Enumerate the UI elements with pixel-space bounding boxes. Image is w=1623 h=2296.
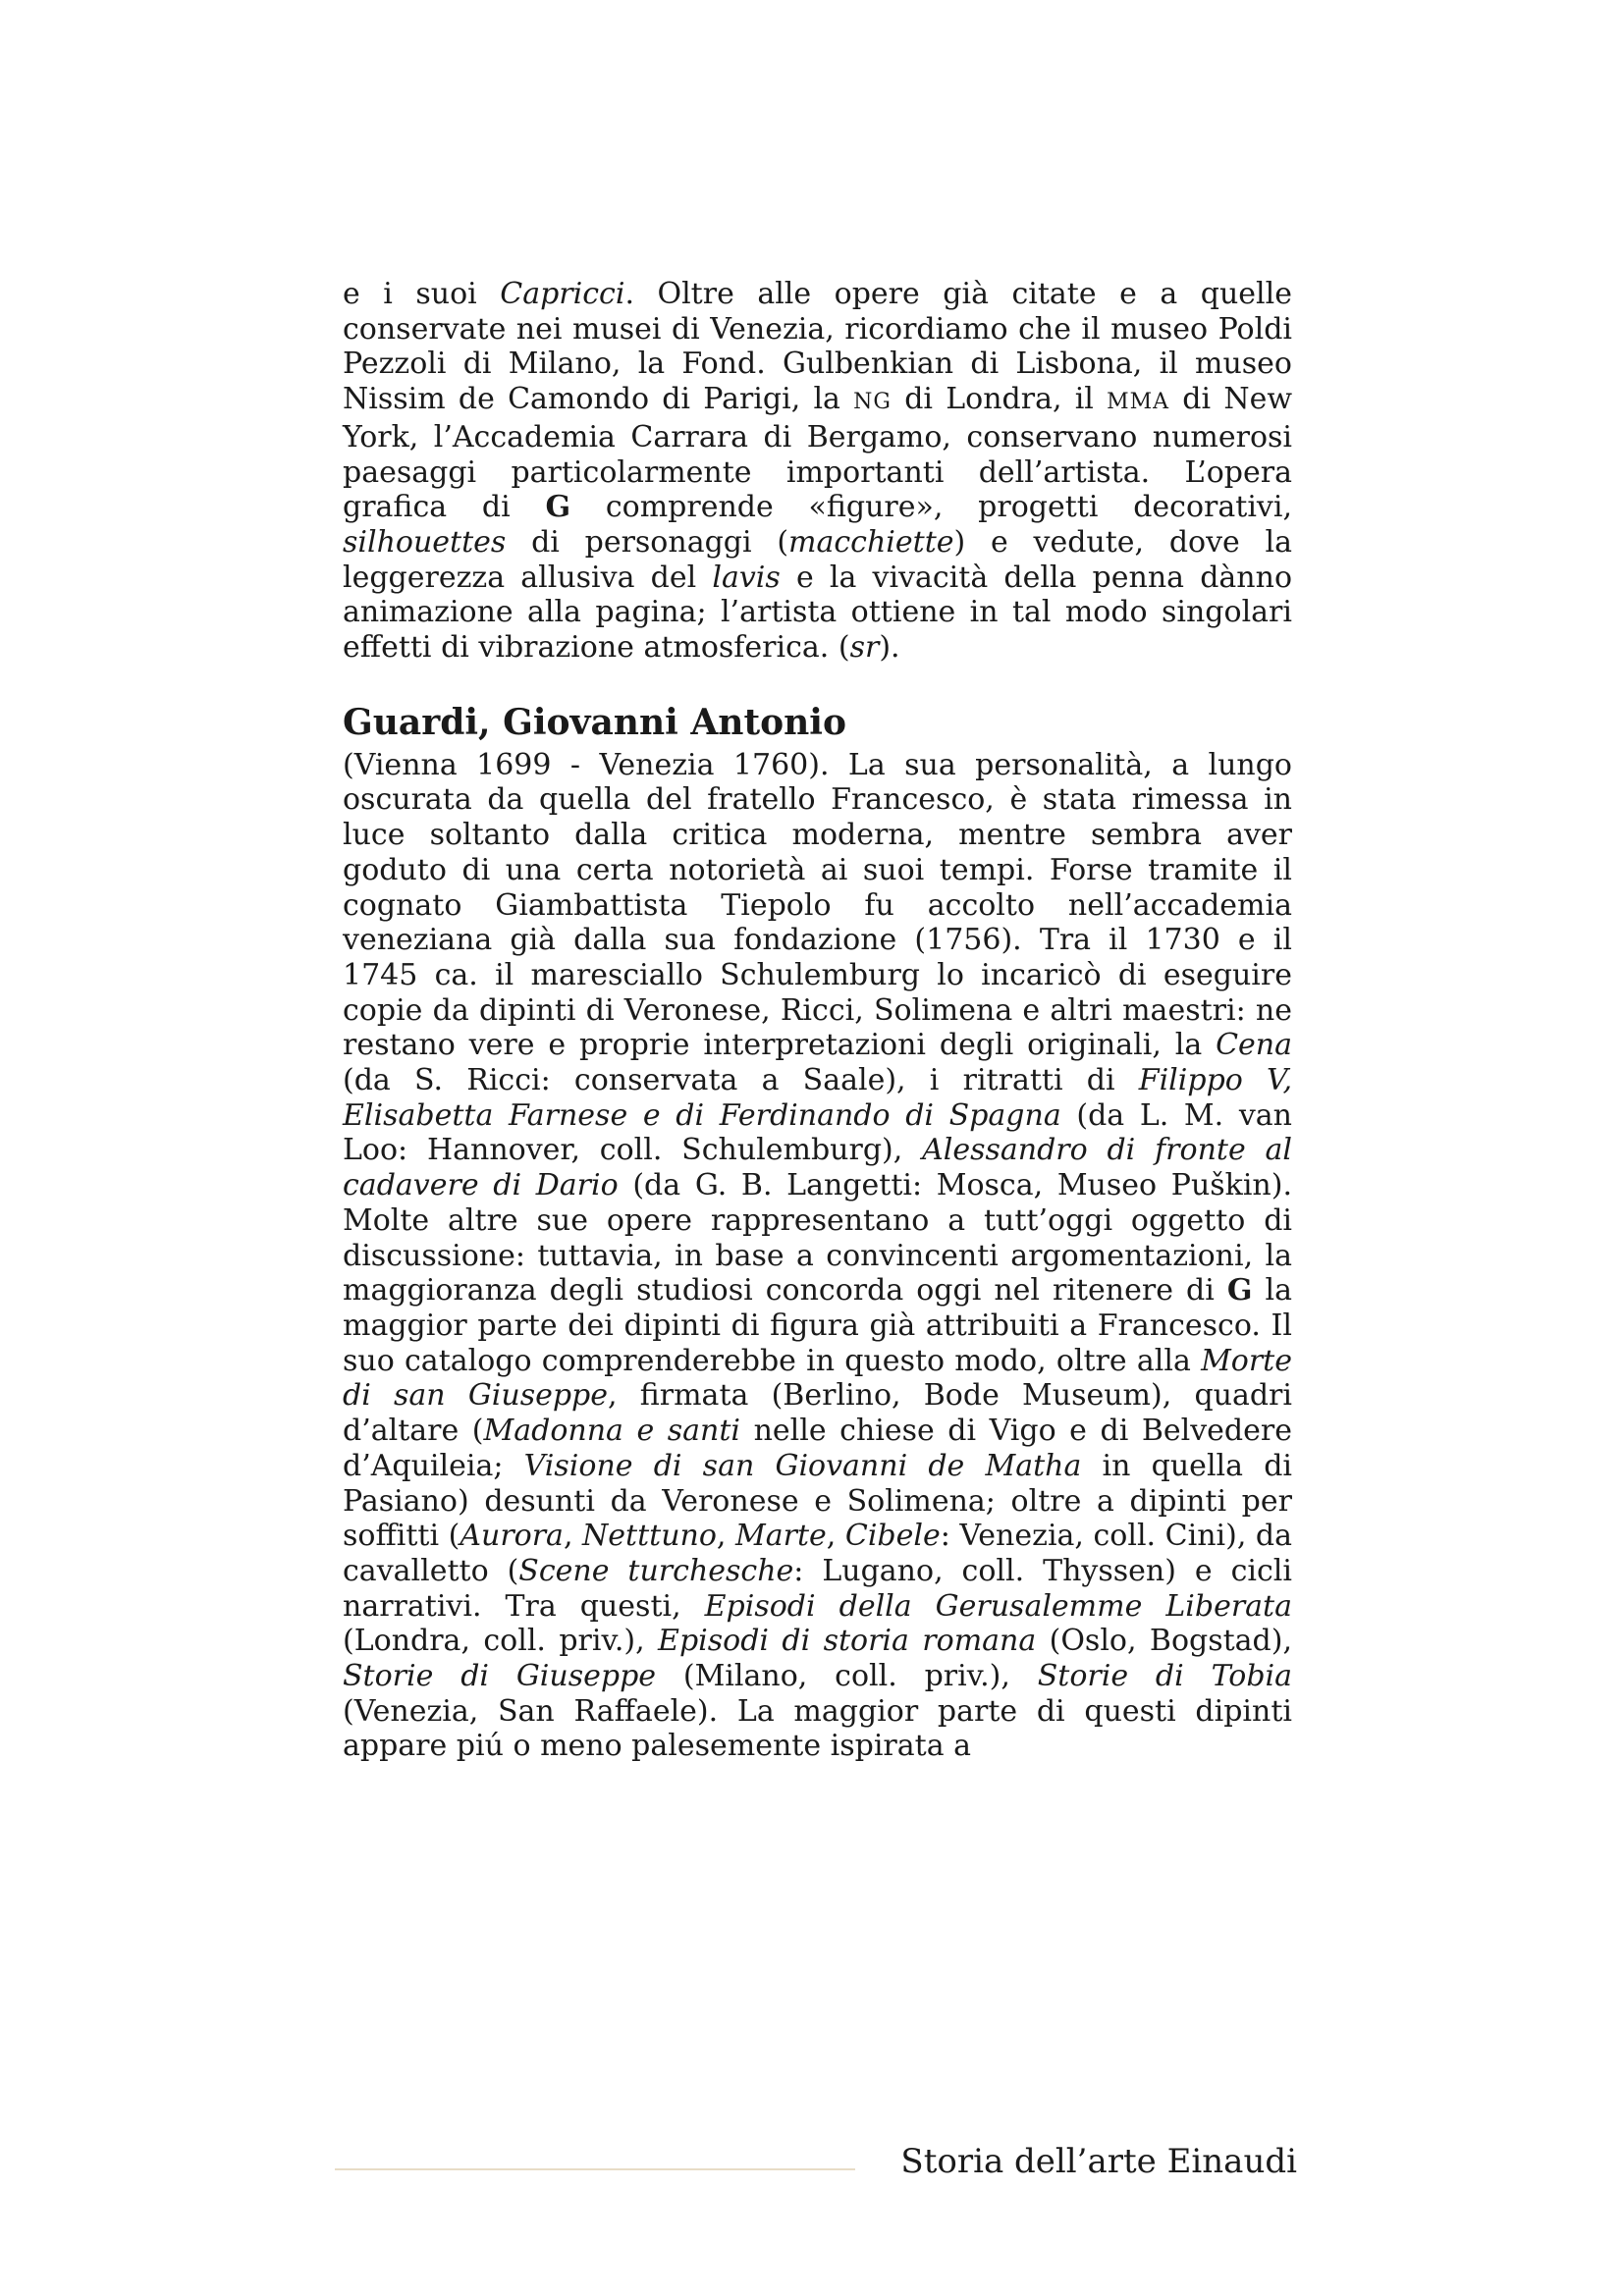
text-run: (Londra, coll. priv.), [343,1624,659,1659]
italic-term: silhouettes [343,524,507,560]
text-run: di Londra, il [891,382,1108,417]
text-run: , [716,1519,736,1554]
text-run: : Venezia, coll. Cini), da cavalletto ( [343,1519,1292,1588]
text-run: ). [879,630,900,666]
text-run: (da S. Ricci: conservata a Saale), i ritratti di [343,1063,1139,1098]
artwork-title: Capricci [500,277,625,311]
abbreviation-ng: NG [853,390,892,415]
text-run: in quella di Pasiano) desunti da Veronese e Solimena; oltre a dipinti per soffitti ( [343,1448,1293,1554]
text-run: e i suoi [343,277,501,311]
text-run: , [563,1519,583,1554]
text-run: (Milano, coll. priv.), [656,1659,1038,1694]
text-run: (Venezia, San Raffaele). La maggior parte di questi dipinti appare piú o meno palesemente ispirata a [343,1693,1292,1764]
artwork-title: Alessandro di fronte al cadavere di Dario [343,1133,1292,1203]
italic-term: macchiette [788,524,954,560]
text-run: , [826,1519,845,1554]
text-run: di personaggi ( [506,524,789,560]
footer-publication-title: Storia dell’arte Einaudi [900,2142,1297,2181]
artwork-title: Visione di san Giovanni de Matha [523,1448,1082,1483]
text-run: (Oslo, Bogstad), [1036,1624,1293,1659]
entry-heading: Guardi, Giovanni Antonio [343,701,846,743]
artwork-title: Marte [735,1519,827,1554]
continuation-paragraph [343,277,1292,666]
text-run: comprende «figure», progetti decorativi, [570,490,1292,525]
artwork-title: Madonna e santi [483,1414,741,1449]
subject-initial: G [1226,1273,1253,1308]
subject-initial: G [545,490,571,525]
page-content [343,277,1292,1764]
artwork-title: Cibele [844,1519,941,1554]
text-run: di New York, l’Accademia Carrara di Bergamo, conservano numerosi paesaggi particolarmente importanti dell’artista. L’opera grafica di [343,382,1292,525]
text-run: la maggior parte dei dipinti di figura già attribuiti a Francesco. Il suo catalogo comprenderebbe in questo modo, oltre alla [343,1273,1292,1378]
text-run: (Vienna 1699 - Venezia 1760). La sua personalità, a lungo oscurata da quella del fratello Francesco, è stata rimessa in luce soltanto dalla critica moderna, mentre sembra aver goduto di una certa notorietà ai suoi tempi. Forse tramite il cognato Giambattista Tiepolo fu accolto nell’accademia veneziana già dalla sua fondazione (1756). Tra il 1730 e il 1745 ca. il maresciallo Schulemburg lo incaricò di eseguire copie da dipinti di Veronese, Ricci, Solimena e altri maestri: ne restano vere e proprie interpretazioni degli originali, la [343,747,1292,1063]
page-footer [335,2140,1297,2199]
author-initials: sr [849,630,880,666]
text-run: : Lugano, coll. Thyssen) e cicli narrativi. Tra questi, [343,1553,1292,1624]
artwork-title: Scene turchesche [518,1553,794,1588]
text-run: (da G. B. Langetti: Mosca, Museo Puškin). Molte altre sue opere rappresentano a tutt’oggi oggetto di discussione: tuttavia, in base a convincenti argomentazioni, la maggioranza degli studiosi concorda oggi nel ritenere di [343,1168,1292,1308]
italic-term: lavis [712,560,781,595]
artwork-title: Aurora [460,1519,564,1554]
text-run: ) e vedute, dove la leggerezza allusiva del [343,524,1293,595]
artwork-title: Morte di san Giuseppe [343,1343,1292,1414]
footer-rule [335,2168,855,2170]
text-run: (da L. M. van Loo: Hannover, coll. Schulemburg), [343,1097,1292,1168]
artwork-title: Episodi della Gerusalemme Liberata [704,1588,1292,1624]
text-run: . Oltre alle opere già citate e a quelle conservate nei musei di Venezia, ricordiamo che il museo Poldi Pezzoli di Milano, la Fond. Gulbenkian di Lisbona, il museo Nissim de Camondo di Parigi, la [343,277,1292,417]
abbreviation-mma: MMA [1107,390,1170,415]
entry-body-paragraph [343,748,1292,1764]
artwork-title: Storie di Giuseppe [343,1659,657,1694]
artwork-title: Episodi di storia romana [658,1624,1037,1659]
text-run: , firmata (Berlino, Bode Museum), quadri d’altare ( [343,1378,1292,1449]
text-run: e la vivacità della penna dànno animazione alla pagina; l’artista ottiene in tal modo singolari effetti di vibrazione atmosferica. ( [343,560,1293,666]
artwork-title: Filippo V, Elisabetta Farnese e di Ferdinando di Spagna [343,1063,1293,1133]
artwork-title: Cena [1216,1028,1292,1063]
text-run: nelle chiese di Vigo e di Belvedere d’Aquileia; [343,1414,1292,1483]
artwork-title: Netttuno [582,1519,717,1554]
artwork-title: Storie di Tobia [1037,1659,1293,1694]
